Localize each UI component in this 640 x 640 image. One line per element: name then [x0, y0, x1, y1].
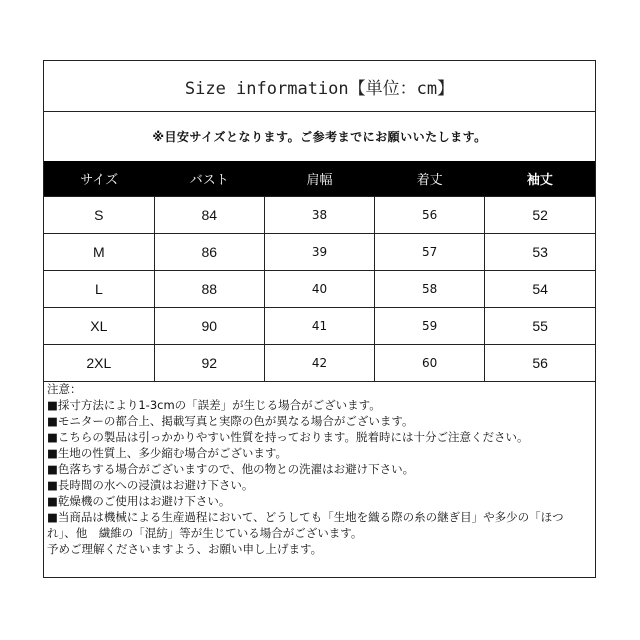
- cell-size: XL: [44, 308, 154, 345]
- cell-bust: 90: [154, 308, 264, 345]
- cell-shoulder: 39: [264, 234, 374, 271]
- chart-subtitle: ※目安サイズとなります。ご参考までにお願いいたします。: [152, 129, 487, 144]
- cell-length: 57: [375, 234, 485, 271]
- chart-title: Size information【単位：cm】: [44, 61, 595, 112]
- note-item: ■採寸方法により1-3cmの「誤差」が生じる場合がございます。: [47, 398, 381, 412]
- cell-bust: 92: [154, 345, 264, 382]
- table-row: [44, 308, 595, 345]
- note-item: ■当商品は機械による生産過程において、どうしても「生地を織る際の糸の継ぎ目」や多少の「ほつれ」、他 繊維の「混紡」等が生じている場合がございます。: [47, 510, 564, 540]
- care-notes: [44, 379, 595, 559]
- cell-bust: 86: [154, 234, 264, 271]
- cell-sleeve: 54: [485, 271, 595, 308]
- cell-length: 59: [375, 308, 485, 345]
- size-table: [44, 161, 595, 382]
- cell-shoulder: 40: [264, 271, 374, 308]
- cell-length: 58: [375, 271, 485, 308]
- header-bust: バスト: [154, 161, 264, 197]
- cell-sleeve: 56: [485, 345, 595, 382]
- cell-bust: 84: [154, 197, 264, 234]
- note-item: 予めご理解くださいますよう、お願い申し上げます。: [47, 542, 323, 556]
- cell-sleeve: 55: [485, 308, 595, 345]
- cell-sleeve: 52: [485, 197, 595, 234]
- cell-length: 56: [375, 197, 485, 234]
- note-item: ■こちらの製品は引っかかりやすい性質を持っております。脱着時には十分ご注意ください。: [47, 430, 529, 444]
- cell-sleeve: 53: [485, 234, 595, 271]
- cell-shoulder: 42: [264, 345, 374, 382]
- note-item: ■色落ちする場合がございますので、他の物との洗濯はお避け下さい。: [47, 462, 415, 476]
- note-item: ■モニターの都合上、掲載写真と実際の色が異なる場合がございます。: [47, 414, 414, 428]
- cell-length: 60: [375, 345, 485, 382]
- header-shoulder: 肩幅: [264, 161, 374, 197]
- cell-size: M: [44, 234, 154, 271]
- header-sleeve: 袖丈: [485, 161, 595, 197]
- cell-size: L: [44, 271, 154, 308]
- table-row: [44, 345, 595, 382]
- cell-shoulder: 38: [264, 197, 374, 234]
- table-row: [44, 271, 595, 308]
- header-size: サイズ: [44, 161, 154, 197]
- size-chart: [43, 60, 596, 578]
- table-row: [44, 197, 595, 234]
- cell-shoulder: 41: [264, 308, 374, 345]
- note-item: ■長時間の水への浸漬はお避け下さい。: [47, 478, 254, 492]
- table-row: [44, 234, 595, 271]
- note-item: ■生地の性質上、多少縮む場合がございます。: [47, 446, 287, 460]
- header-length: 着丈: [375, 161, 485, 197]
- cell-size: 2XL: [44, 345, 154, 382]
- notes-heading: 注意：: [47, 382, 82, 396]
- cell-size: S: [44, 197, 154, 234]
- cell-bust: 88: [154, 271, 264, 308]
- note-item: ■乾燥機のご使用はお避け下さい。: [47, 494, 231, 508]
- table-header-row: [44, 161, 595, 197]
